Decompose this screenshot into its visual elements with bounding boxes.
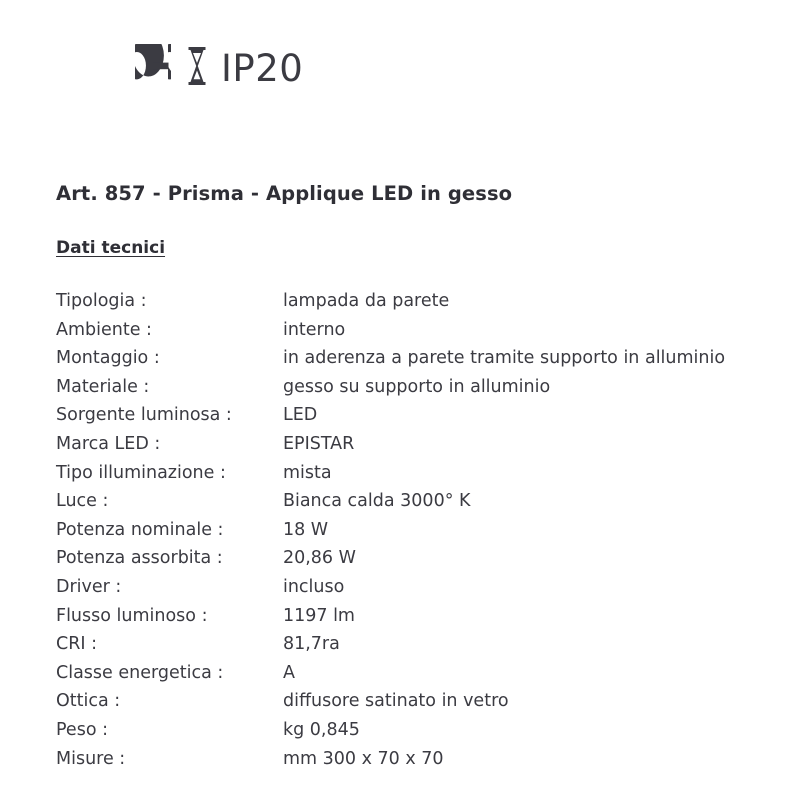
spec-value: 18 W (282, 519, 329, 540)
spec-value: gesso su supporto in alluminio (282, 376, 551, 397)
ip-rating-label: IP20 (221, 46, 304, 90)
spec-label: Potenza assorbita : (56, 548, 223, 569)
spec-table-body (56, 287, 796, 773)
table-row (56, 573, 796, 602)
spec-label: Misure : (56, 748, 126, 769)
spec-label: Sorgente luminosa : (56, 405, 232, 426)
table-row (56, 401, 796, 430)
spec-value: mm 300 x 70 x 70 (282, 748, 444, 769)
spec-label: CRI : (56, 634, 97, 655)
page-title: Art. 857 - Prisma - Applique LED in gesso (56, 182, 513, 205)
spec-label: Materiale : (56, 376, 150, 397)
certification-row (105, 40, 303, 96)
spec-value: A (282, 662, 295, 683)
table-row (56, 516, 796, 545)
spec-label: Tipologia : (56, 291, 147, 311)
spec-value: 1197 lm (282, 605, 355, 626)
table-row (56, 287, 796, 316)
spec-label: Tipo illuminazione : (56, 462, 226, 483)
spec-value: in aderenza a parete tramite supporto in alluminio (282, 348, 726, 369)
table-row (56, 716, 796, 745)
table-row (56, 459, 796, 488)
spec-value: 20,86 W (282, 548, 356, 569)
spec-label: Luce : (56, 491, 109, 512)
spec-value: kg 0,845 (282, 719, 360, 740)
spec-label: Peso : (56, 719, 108, 740)
spec-label: Ottica : (56, 691, 121, 712)
spec-value: interno (282, 319, 346, 340)
spec-label: Potenza nominale : (56, 519, 224, 540)
spec-value: diffusore satinato in vetro (282, 691, 509, 712)
spec-value: 81,7ra (282, 634, 340, 655)
spec-label: Classe energetica : (56, 662, 224, 683)
technical-specifications-table (56, 287, 796, 773)
spec-label: Marca LED : (56, 433, 161, 454)
spec-value: LED (282, 405, 318, 426)
spec-value: mista (282, 462, 332, 483)
spec-label: Flusso luminoso : (56, 605, 208, 626)
section-heading-technical-data: Dati tecnici (56, 238, 166, 258)
spec-value: Bianca calda 3000° K (282, 491, 471, 512)
table-row (56, 544, 796, 573)
table-row (56, 373, 796, 402)
spec-value: lampada da parete (282, 291, 450, 311)
table-row (56, 687, 796, 716)
spec-label: Montaggio : (56, 348, 160, 369)
table-row (56, 630, 796, 659)
table-row (56, 487, 796, 516)
table-row (56, 316, 796, 345)
table-row (56, 602, 796, 631)
ce-mark-icon (105, 44, 171, 92)
table-row (56, 344, 796, 373)
table-row (56, 659, 796, 688)
spec-value: incluso (282, 576, 345, 597)
spec-value: EPISTAR (282, 433, 355, 454)
table-row (56, 430, 796, 459)
spec-label: Ambiente : (56, 319, 152, 340)
ip-rating-hourglass-icon (187, 46, 207, 90)
table-row (56, 745, 796, 774)
spec-label: Driver : (56, 576, 122, 597)
